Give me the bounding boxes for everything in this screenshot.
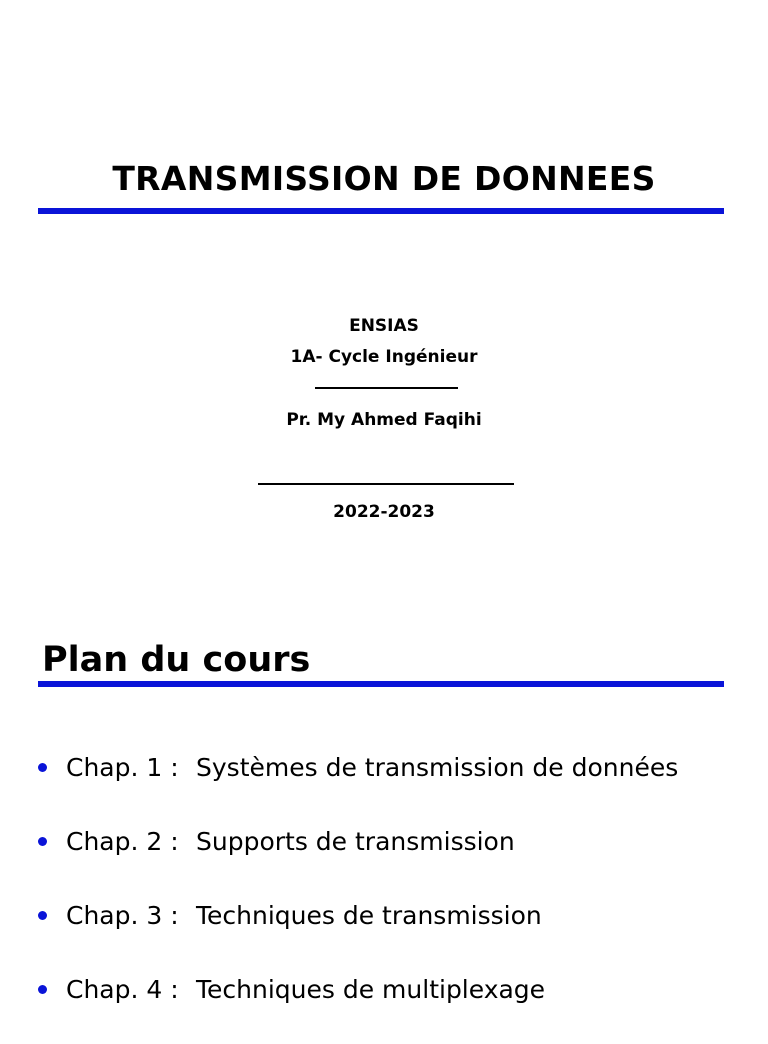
slide-title: TRANSMISSION DE DONNEES [112, 159, 656, 198]
cycle-label: 1A- Cycle Ingénieur [290, 347, 478, 367]
chapter-title: Techniques de transmission [196, 901, 542, 930]
author-name: Pr. My Ahmed Faqihi [286, 410, 482, 430]
chapter-number: Chap. 1 : [66, 753, 179, 782]
list-item [0, 896, 768, 970]
chapter-title: Systèmes de transmission de données [196, 753, 679, 782]
title-underline [38, 208, 724, 214]
chapter-number: Chap. 4 : [66, 975, 179, 1004]
separator-short [315, 387, 458, 389]
plan-title: Plan du cours [42, 640, 311, 680]
bullet-icon [38, 837, 47, 846]
bullet-icon [38, 985, 47, 994]
list-item [0, 970, 768, 1044]
bullet-icon [38, 911, 47, 920]
chapter-title: Supports de transmission [196, 827, 515, 856]
chapter-list [0, 748, 768, 1044]
list-item [0, 748, 768, 822]
list-item [0, 822, 768, 896]
chapter-number: Chap. 3 : [66, 901, 179, 930]
plan-underline [38, 681, 724, 687]
school-name: ENSIAS [349, 316, 419, 336]
chapter-title: Techniques de multiplexage [196, 975, 546, 1004]
bullet-icon [38, 763, 47, 772]
academic-year: 2022-2023 [333, 502, 435, 522]
separator-long [258, 483, 514, 485]
chapter-number: Chap. 2 : [66, 827, 179, 856]
